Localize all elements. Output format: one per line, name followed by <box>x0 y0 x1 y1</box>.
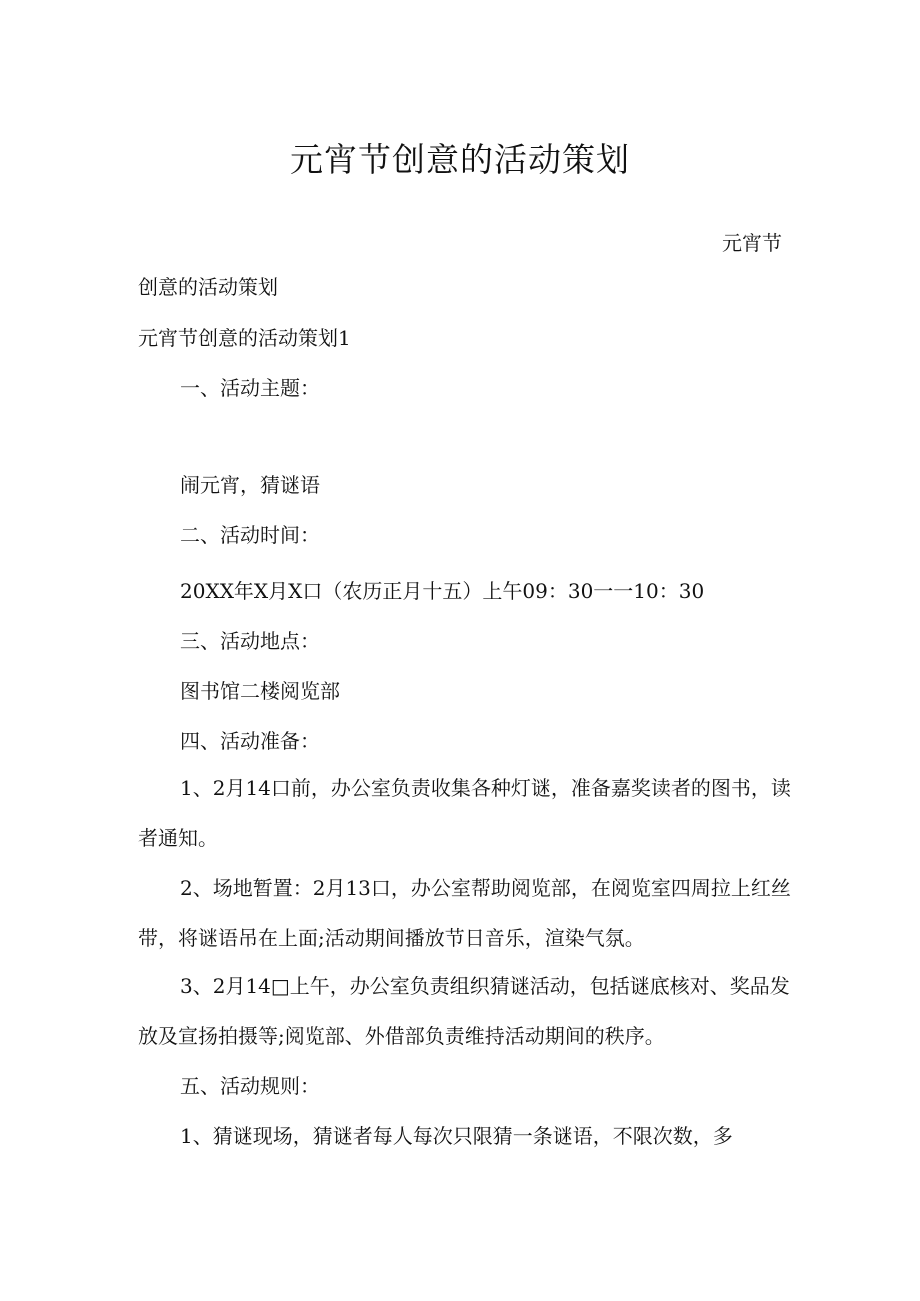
preparation-item-3-line-2: 放及宣扬拍摄等;阅览部、外借部负责维持活动期间的秩序。 <box>138 1024 665 1048</box>
heading-activity-preparation: 四、活动准备： <box>180 729 320 753</box>
document-title: 元宵节创意的活动策划 <box>290 140 630 179</box>
heading-activity-rules: 五、活动规则： <box>180 1074 320 1098</box>
preparation-item-2-line-1: 2、场地暂置：2月13口，办公室帮助阅览部，在阅览室四周拉上红丝 <box>180 876 791 900</box>
preparation-item-2-line-2: 带，将谜语吊在上面;活动期间播放节日音乐，渲染气氛。 <box>138 926 645 950</box>
rules-item-1-line-1: 1、猜谜现场，猜谜者每人每次只限猜一条谜语，不限次数，多 <box>180 1124 733 1148</box>
heading-activity-location: 三、活动地点： <box>180 629 320 653</box>
preparation-item-3-line-1: 3、2月14□上午，办公室负责组织猜谜活动，包括谜底核对、奖品发 <box>180 974 790 998</box>
heading-activity-theme: 一、活动主题： <box>180 376 320 400</box>
activity-theme-text: 闹元宵，猜谜语 <box>180 473 320 497</box>
preparation-item-1-line-2: 者通知。 <box>138 826 218 850</box>
heading-activity-time: 二、活动时间： <box>180 523 320 547</box>
subtitle-line: 创意的活动策划 <box>138 275 278 299</box>
preparation-item-1-line-1: 1、2月14口前，办公室负责收集各种灯谜，准备嘉奖读者的图书，读 <box>180 776 791 800</box>
activity-time-text: 20XX年X月X口（农历正月十五）上午09：30一一10：30 <box>180 579 705 603</box>
header-right-text: 元宵节 <box>722 231 782 255</box>
section-heading-plan-1: 元宵节创意的活动策划1 <box>138 326 351 350</box>
activity-location-text: 图书馆二楼阅览部 <box>180 679 340 703</box>
